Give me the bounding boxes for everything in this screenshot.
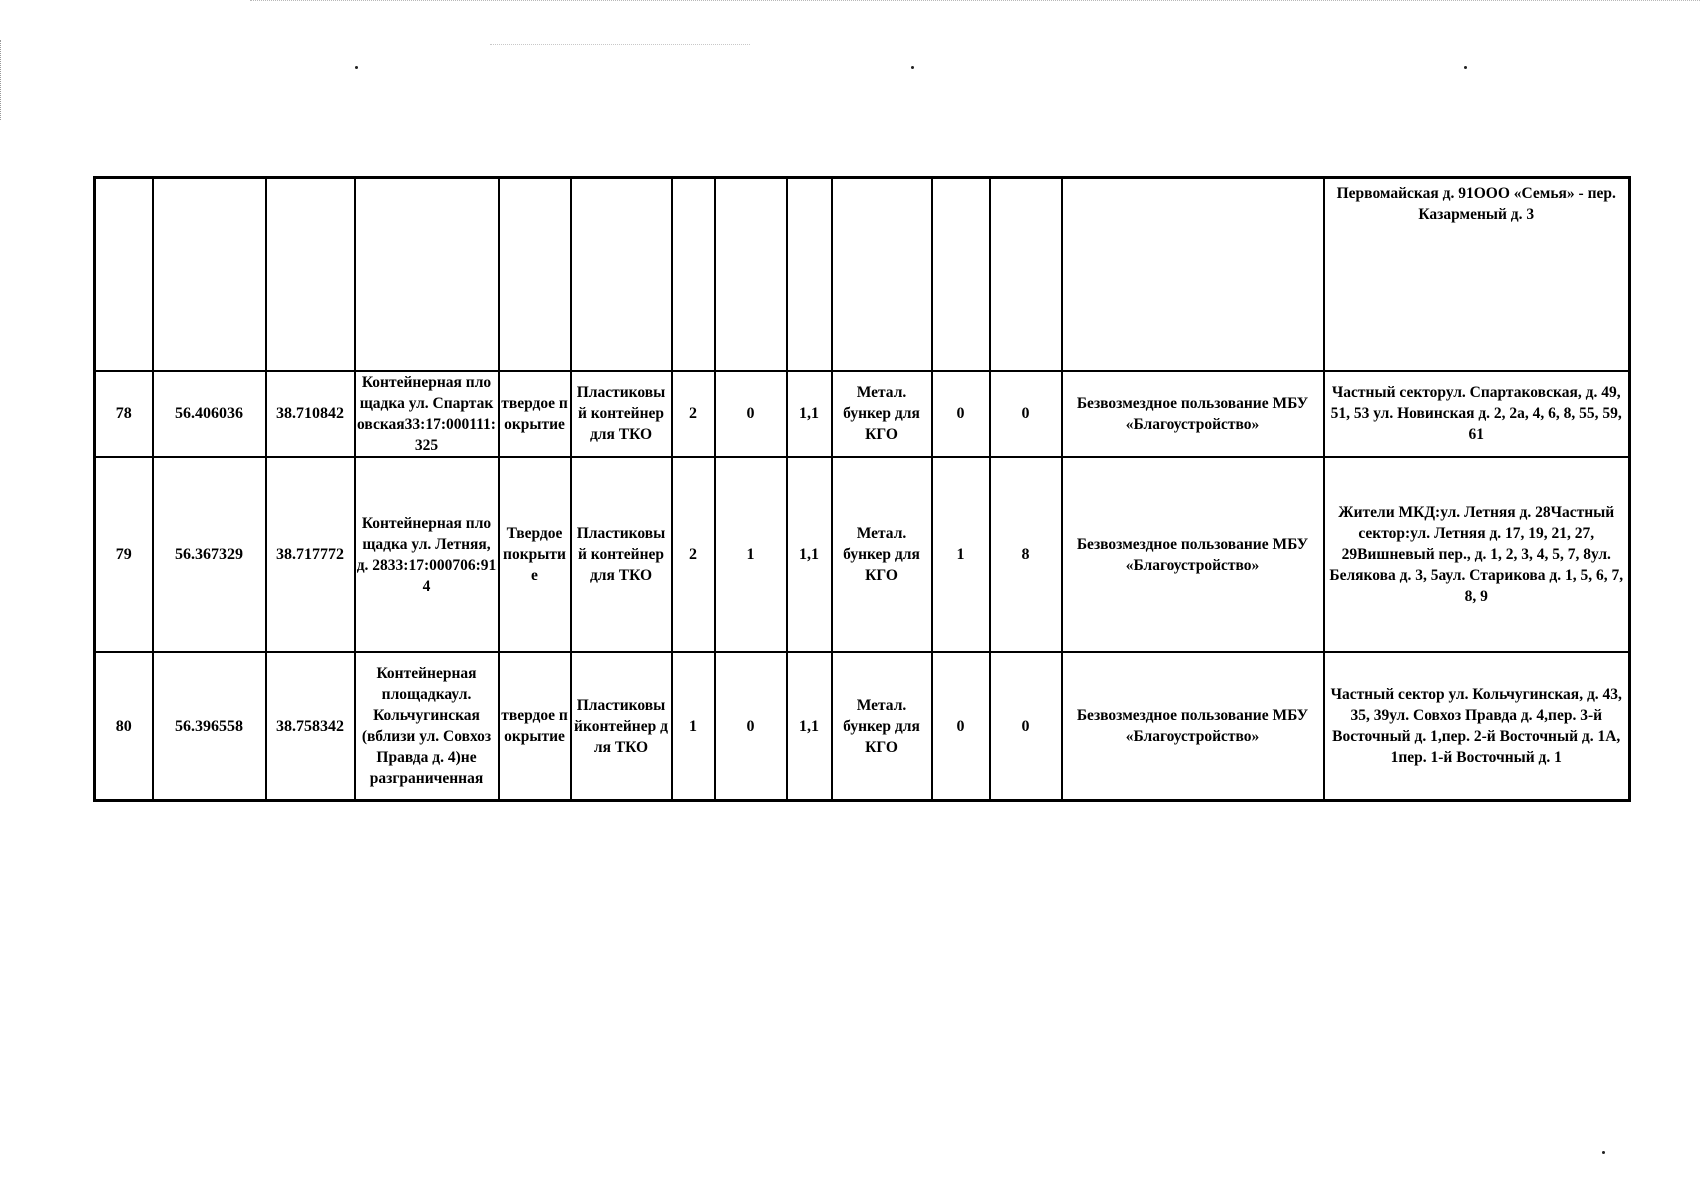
cell-site (355, 178, 499, 371)
cell-count-3: 1 (932, 457, 990, 652)
cell-latitude: 56.406036 (153, 371, 266, 457)
cell-site: Контейнерная площадка ул. Спартаковская33:17:000111:325 (355, 371, 499, 457)
cell-served-addresses: Частный секторул. Спартаковская, д. 49, 51, 53 ул. Новинская д. 2, 2а, 4, 6, 8, 55, 59, 61 (1324, 371, 1630, 457)
cell-container-type: Пластиковый контейнер для ТКО (571, 371, 672, 457)
cell-usage: Безвозмездное пользование МБУ «Благоустройство» (1062, 371, 1324, 457)
cell-count-4: 0 (990, 652, 1062, 800)
table-row (95, 457, 1630, 652)
cell-count-4: 0 (990, 371, 1062, 457)
scan-dot (911, 66, 914, 69)
cell-count-1: 2 (672, 371, 715, 457)
cell-bunker: Метал. бункер для КГО (832, 652, 932, 800)
cell-count-1 (672, 178, 715, 371)
cell-usage: Безвозмездное пользование МБУ «Благоустройство» (1062, 457, 1324, 652)
cell-bunker: Метал. бункер для КГО (832, 457, 932, 652)
cell-bunker (832, 178, 932, 371)
cell-count-2 (715, 178, 787, 371)
cell-surface: твердое покрытие (499, 371, 571, 457)
cell-count-4 (990, 178, 1062, 371)
cell-bunker: Метал. бункер для КГО (832, 371, 932, 457)
cell-count-2: 0 (715, 652, 787, 800)
cell-count-2: 0 (715, 371, 787, 457)
registry-table (93, 176, 1631, 802)
cell-container-type (571, 178, 672, 371)
cell-volume (787, 178, 832, 371)
cell-count-3: 0 (932, 371, 990, 457)
cell-served-addresses: Жители МКД:ул. Летняя д. 28Частный сектор:ул. Летняя д. 17, 19, 21, 27, 29Вишневый пер., д. 1, 2, 3, 4, 5, 7, 8ул. Белякова д. 3, 5аул. Старикова д. 1, 5, 6, 7, 8, 9 (1324, 457, 1630, 652)
cell-container-type: Пластиковыйконтейнер для ТКО (571, 652, 672, 800)
cell-count-1: 1 (672, 652, 715, 800)
cell-number: 80 (95, 652, 153, 800)
scan-dot (355, 66, 358, 69)
cell-count-2: 1 (715, 457, 787, 652)
cell-count-4: 8 (990, 457, 1062, 652)
cell-latitude: 56.396558 (153, 652, 266, 800)
cell-longitude: 38.758342 (266, 652, 355, 800)
cell-number: 79 (95, 457, 153, 652)
table-row (95, 371, 1630, 457)
cell-volume: 1,1 (787, 371, 832, 457)
cell-latitude (153, 178, 266, 371)
table-row (95, 652, 1630, 800)
cell-longitude (266, 178, 355, 371)
cell-surface: Твердое покрытие (499, 457, 571, 652)
cell-surface (499, 178, 571, 371)
scan-dot (1464, 66, 1467, 69)
cell-number: 78 (95, 371, 153, 457)
scan-artifact-top (250, 0, 1700, 4)
cell-container-type: Пластиковый контейнер для ТКО (571, 457, 672, 652)
scan-dot (1602, 1151, 1605, 1154)
cell-served-addresses: Частный сектор ул. Кольчугинская, д. 43, 35, 39ул. Совхоз Правда д. 4,пер. 3-й Восточный д. 1,пер. 2-й Восточный д. 1А, 1пер. 1-й Восточный д. 1 (1324, 652, 1630, 800)
cell-count-3: 0 (932, 652, 990, 800)
cell-longitude: 38.717772 (266, 457, 355, 652)
cell-site: Контейнерная площадкаул. Кольчугинская (вблизи ул. Совхоз Правда д. 4)не разграниченная (355, 652, 499, 800)
table-row (95, 178, 1630, 371)
cell-number (95, 178, 153, 371)
cell-longitude: 38.710842 (266, 371, 355, 457)
scan-artifact-line (490, 44, 750, 46)
cell-count-3 (932, 178, 990, 371)
cell-count-1: 2 (672, 457, 715, 652)
cell-usage: Безвозмездное пользование МБУ «Благоустройство» (1062, 652, 1324, 800)
cell-surface: твердое покрытие (499, 652, 571, 800)
cell-served-addresses: Первомайская д. 91ООО «Семья» - пер. Казарменый д. 3 (1324, 178, 1630, 371)
cell-volume: 1,1 (787, 652, 832, 800)
cell-latitude: 56.367329 (153, 457, 266, 652)
cell-usage (1062, 178, 1324, 371)
scan-artifact-edge (0, 40, 3, 120)
cell-site: Контейнерная площадка ул. Летняя, д. 2833:17:000706:914 (355, 457, 499, 652)
cell-volume: 1,1 (787, 457, 832, 652)
